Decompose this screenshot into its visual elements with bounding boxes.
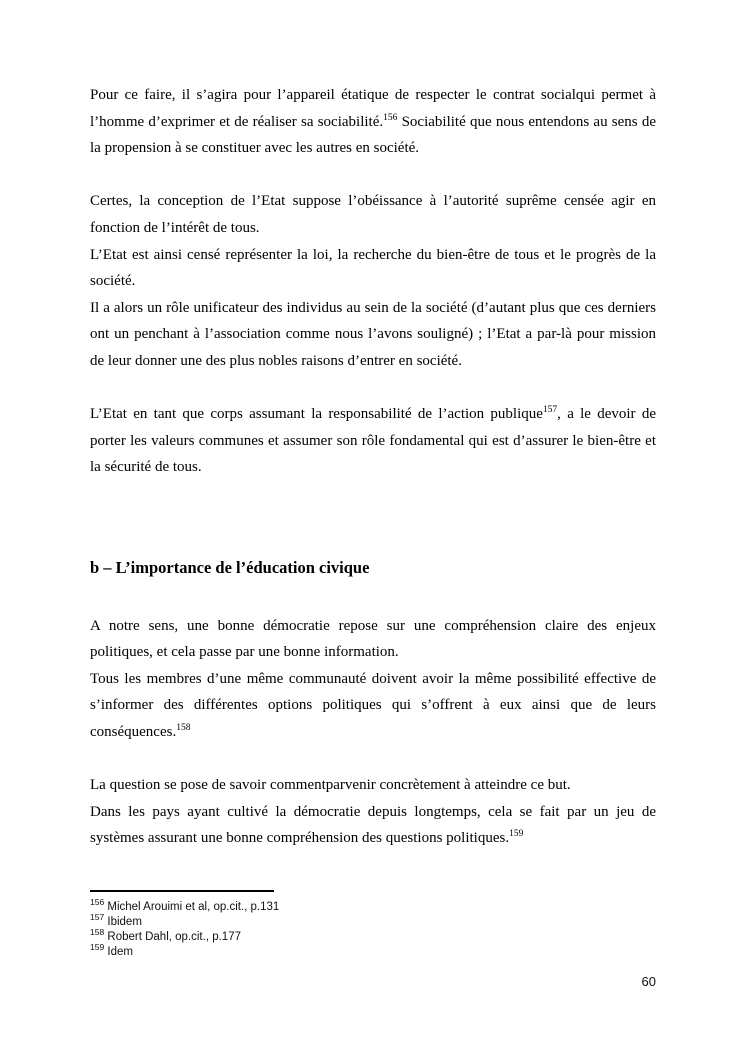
footnote-reference: 159	[509, 829, 524, 840]
paragraph: L’Etat en tant que corps assumant la responsabilité de l’action publique$^{157}$, a le devoir de porter les valeurs communes et assumer son rôle fondamental qui est d’assurer le bien-être et la sécurité de tous.	[90, 405, 656, 476]
paragraph: L’Etat est ainsi censé représenter la loi, la recherche du bien-être de tous et le progrès de la société.	[90, 246, 656, 290]
footnote: $^{158}$ Robert Dahl, op.cit., p.177	[90, 927, 241, 943]
page-number: 60	[641, 974, 656, 989]
footnote: $^{159}$ Idem	[90, 942, 133, 958]
paragraph: Tous les membres d’une même communauté doivent avoir la même possibilité effective de s’informer des différentes options politiques qui s’offrent à eux ainsi que de leurs conséquences.$^{158}$	[90, 670, 656, 740]
footnote-reference: 158	[176, 722, 191, 733]
paragraph: A notre sens, une bonne démocratie repose sur une compréhension claire des enjeux politiques, et cela passe par une bonne information.	[90, 617, 656, 661]
paragraph: Dans les pays ayant cultivé la démocratie depuis longtemps, cela se fait par un jeu de systèmes assurant une bonne compréhension des questions politiques.$^{159}$	[90, 803, 656, 847]
footnote-reference: 156	[383, 112, 398, 123]
footnote: $^{157}$ Ibidem	[90, 912, 142, 928]
footnote-list	[90, 897, 656, 960]
paragraph: Certes, la conception de l’Etat suppose l’obéissance à l’autorité suprême censée agir en fonction de l’intérêt de tous.	[90, 193, 656, 236]
footnote-marker: 159	[90, 942, 105, 953]
footnote-marker: 157	[90, 912, 105, 923]
paragraph: Pour ce faire, il s’agira pour l’appareil étatique de respecter le contrat socialqui permet à l’homme d’exprimer et de réaliser sa sociabilité.$^{156}$ Sociabilité que nous entendons au sens de la propension à se constituer avec les autres en société.	[90, 87, 656, 157]
footnote-separator	[90, 890, 274, 892]
document-body	[90, 82, 656, 852]
footnote-marker: 158	[90, 927, 105, 938]
footnote-marker: 156	[90, 897, 105, 908]
footnotes-section	[90, 890, 656, 960]
paragraph: La question se pose de savoir commentparvenir concrètement à atteindre ce but.	[90, 777, 571, 794]
footnote-reference: 157	[542, 405, 558, 416]
paragraph: Il a alors un rôle unificateur des individus au sein de la société (d’autant plus que ces derniers ont un penchant à l’association comme nous l’avons souligné) ; l’Etat a par-là pour mission de leur donner une des plus nobles raisons d’entrer en société.	[90, 299, 656, 369]
section-heading: b – L’importance de l’éducation civique	[90, 557, 370, 577]
footnote: $^{156}$ Michel Arouimi et al, op.cit., p.131	[90, 897, 280, 913]
